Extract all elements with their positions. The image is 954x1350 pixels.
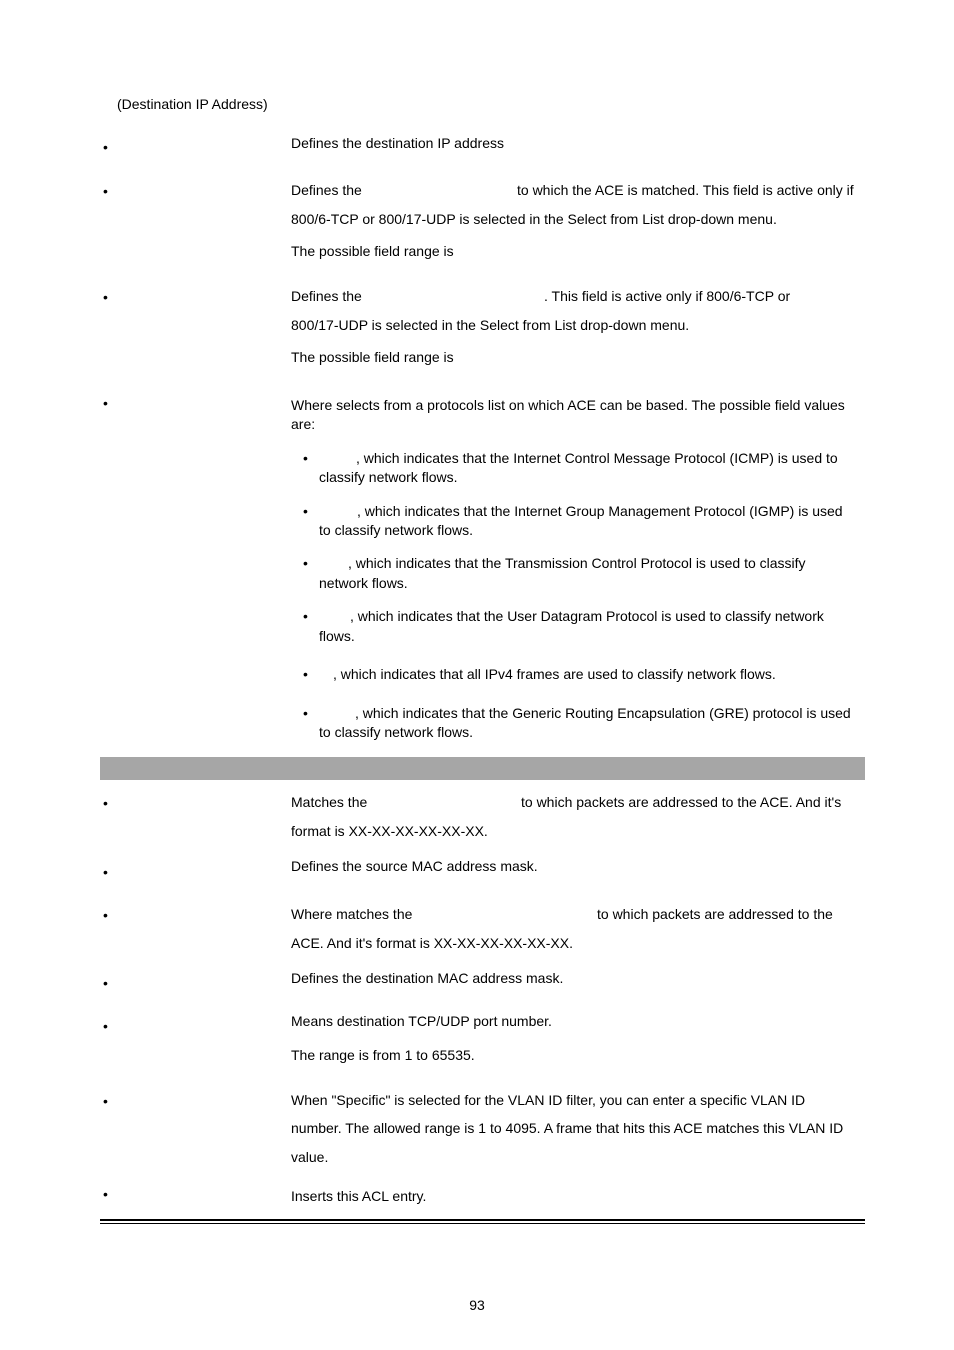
- bullet: •: [103, 1093, 108, 1109]
- bullet: •: [103, 183, 108, 199]
- sub-bullet: •: [303, 503, 308, 519]
- protocol-description: , which indicates that the User Datagram Protocol is used to classify network: [350, 608, 824, 624]
- description-text: Matches the: [291, 794, 368, 810]
- protocol-description: flows.: [319, 628, 355, 644]
- protocol-description: classify network flows.: [319, 469, 458, 485]
- footer-rule: [100, 1223, 865, 1224]
- bullet: •: [103, 139, 108, 155]
- description-text: number. The allowed range is 1 to 4095. A frame that hits this ACE matches this VLAN ID: [291, 1120, 844, 1136]
- sub-bullet: •: [303, 555, 308, 571]
- bullet: •: [103, 395, 108, 411]
- protocol-description: to classify network flows.: [319, 724, 474, 740]
- protocol-description: , which indicates that the Internet Group Management Protocol (IGMP) is used: [357, 503, 843, 519]
- description-text: When "Specific" is selected for the VLAN ID filter, you can enter a specific VLAN ID: [291, 1092, 806, 1108]
- bullet: •: [103, 864, 108, 880]
- bullet: •: [103, 907, 108, 923]
- description-text: value.: [291, 1149, 329, 1165]
- section-header-bar: [100, 757, 865, 780]
- description-text: ACE. And it's format is XX-XX-XX-XX-XX-XX.: [291, 935, 573, 951]
- description-text: The range is from 1 to 65535.: [291, 1047, 475, 1063]
- description-text: are:: [291, 416, 316, 432]
- bullet: •: [103, 1186, 108, 1202]
- description-text: 800/17-UDP is selected in the Select from List drop-down menu.: [291, 317, 690, 333]
- protocol-description: network flows.: [319, 575, 408, 591]
- bullet: •: [103, 1018, 108, 1034]
- description-text: Where selects from a protocols list on which ACE can be based. The possible field values: [291, 397, 845, 413]
- description-text: The possible field range is: [291, 349, 454, 365]
- description-text: format is XX-XX-XX-XX-XX-XX.: [291, 823, 488, 839]
- description-text: Inserts this ACL entry.: [291, 1188, 427, 1204]
- header-label: (Destination IP Address): [117, 96, 268, 112]
- protocol-description: , which indicates that all IPv4 frames are used to classify network flows.: [333, 666, 776, 682]
- bullet: •: [103, 975, 108, 991]
- description-text: Defines the source MAC address mask.: [291, 858, 538, 874]
- description-text: . This field is active only if 800/6-TCP or: [544, 288, 791, 304]
- description-text: to which packets are addressed to the: [597, 906, 833, 922]
- protocol-description: , which indicates that the Transmission Control Protocol is used to classify: [348, 555, 806, 571]
- description-text: Defines the destination MAC address mask.: [291, 970, 564, 986]
- description-text: The possible field range is: [291, 243, 454, 259]
- sub-bullet: •: [303, 666, 308, 682]
- protocol-description: , which indicates that the Generic Routing Encapsulation (GRE) protocol is used: [355, 705, 851, 721]
- description-text: to which packets are addressed to the ACE. And it's: [521, 794, 842, 810]
- protocol-description: , which indicates that the Internet Control Message Protocol (ICMP) is used to: [356, 450, 838, 466]
- bullet: •: [103, 795, 108, 811]
- description-text: to which the ACE is matched. This field is active only if: [517, 182, 854, 198]
- sub-bullet: •: [303, 705, 308, 721]
- page-number: 93: [469, 1297, 485, 1313]
- description-text: Defines the: [291, 182, 362, 198]
- sub-bullet: •: [303, 608, 308, 624]
- description-text: Where matches the: [291, 906, 413, 922]
- bullet: •: [103, 289, 108, 305]
- sub-bullet: •: [303, 450, 308, 466]
- footer-rule: [100, 1219, 865, 1221]
- protocol-description: to classify network flows.: [319, 522, 474, 538]
- description-text: Defines the: [291, 288, 362, 304]
- description-text: Means destination TCP/UDP port number.: [291, 1013, 552, 1029]
- description-text: Defines the destination IP address: [291, 135, 504, 151]
- description-text: 800/6-TCP or 800/17-UDP is selected in the Select from List drop-down menu.: [291, 211, 777, 227]
